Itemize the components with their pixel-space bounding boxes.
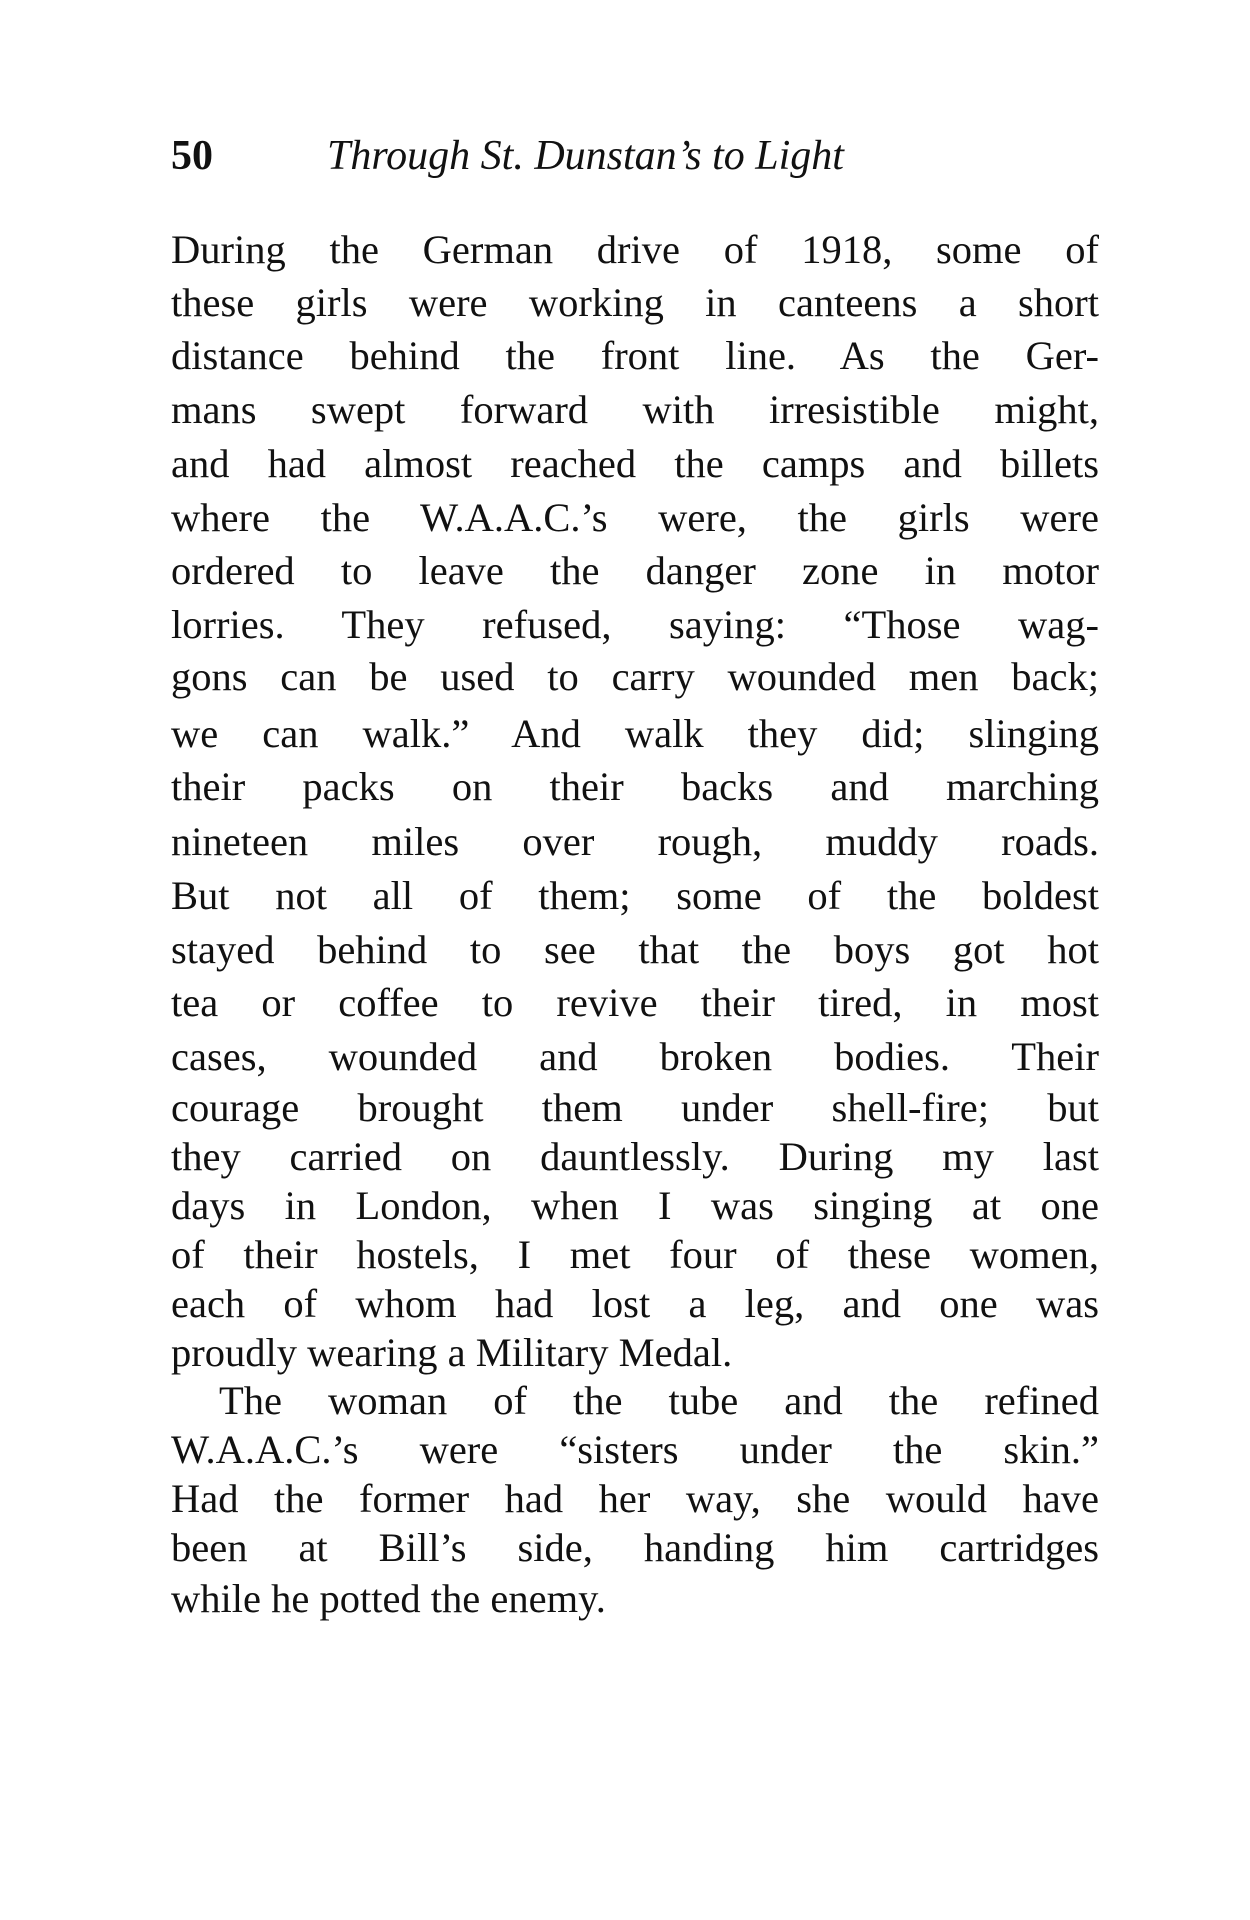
text-line: courage brought them under shell-fire; but: [171, 1085, 1099, 1130]
text-line: W.A.A.C.’s were “sisters under the skin.”: [171, 1427, 1099, 1472]
text-line: lorries. They refused, saying: “Those wag-: [171, 602, 1099, 647]
text-line: tea or coffee to revive their tired, in most: [171, 980, 1099, 1025]
text-line: while he potted the enemy.: [171, 1576, 606, 1621]
text-line: stayed behind to see that the boys got hot: [171, 927, 1099, 972]
text-line: gons can be used to carry wounded men back;: [171, 654, 1099, 699]
text-line: distance behind the front line. As the Ger-: [171, 333, 1099, 378]
text-line: Had the former had her way, she would have: [171, 1476, 1099, 1521]
text-line: But not all of them; some of the boldest: [171, 873, 1099, 918]
text-line: each of whom had lost a leg, and one was: [171, 1281, 1099, 1326]
text-line: mans swept forward with irresistible might,: [171, 387, 1099, 432]
text-line: of their hostels, I met four of these women,: [171, 1232, 1099, 1277]
text-line: and had almost reached the camps and billets: [171, 441, 1099, 486]
text-line: we can walk.” And walk they did; slinging: [171, 711, 1099, 756]
text-line: ordered to leave the danger zone in motor: [171, 548, 1099, 593]
text-line: these girls were working in canteens a short: [171, 280, 1099, 325]
text-line: where the W.A.A.C.’s were, the girls were: [171, 495, 1099, 540]
text-line: The woman of the tube and the refined: [219, 1378, 1099, 1423]
running-title: Through St. Dunstan’s to Light: [327, 133, 844, 179]
text-line: days in London, when I was singing at one: [171, 1183, 1099, 1228]
text-line: been at Bill’s side, handing him cartridges: [171, 1525, 1099, 1570]
page-number: 50: [171, 133, 213, 179]
text-line: During the German drive of 1918, some of: [171, 227, 1099, 272]
text-line: their packs on their backs and marching: [171, 764, 1099, 809]
text-line: proudly wearing a Military Medal.: [171, 1330, 733, 1375]
text-line: cases, wounded and broken bodies. Their: [171, 1034, 1099, 1079]
text-line: nineteen miles over rough, muddy roads.: [171, 819, 1099, 864]
text-line: they carried on dauntlessly. During my last: [171, 1134, 1099, 1179]
